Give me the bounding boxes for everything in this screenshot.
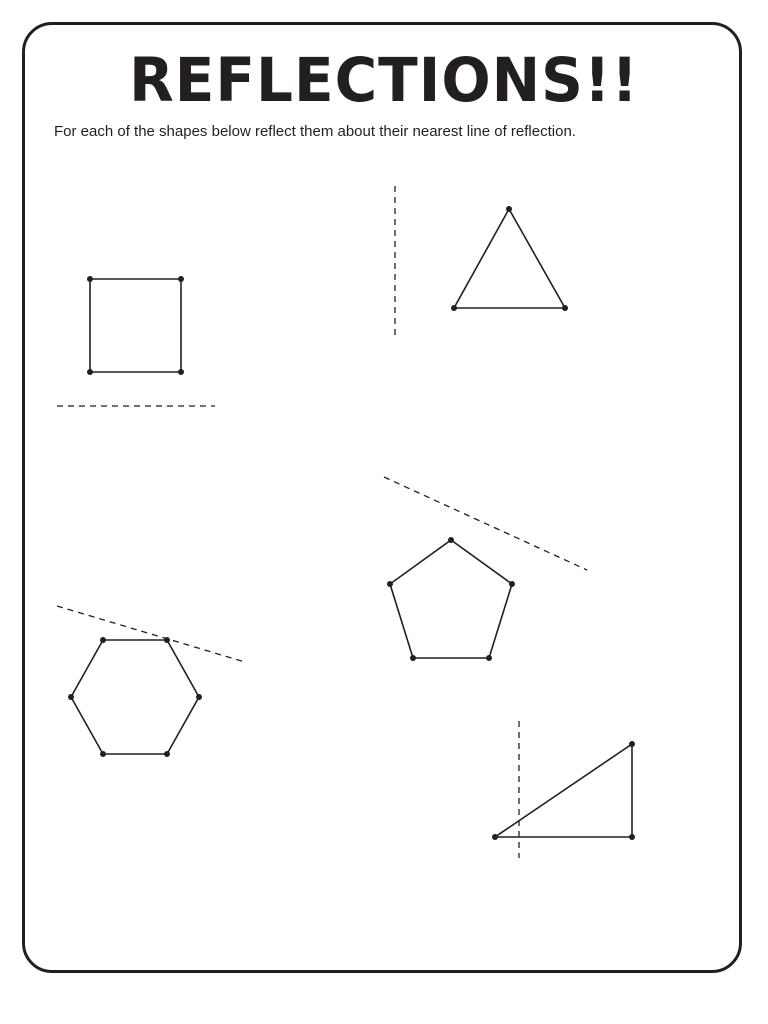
vertex-dot <box>562 305 568 311</box>
vertex-dot <box>100 751 106 757</box>
vertex-dot <box>629 834 635 840</box>
vertex-dot <box>387 581 393 587</box>
square-shape <box>90 279 181 372</box>
instructions-text: For each of the shapes below reflect them about their nearest line of reflection. <box>54 123 576 140</box>
vertex-dot <box>68 694 74 700</box>
vertex-dot <box>629 741 635 747</box>
vertex-dot <box>448 537 454 543</box>
right-triangle-shape <box>495 744 632 837</box>
pentagon-reflection-line <box>384 477 587 570</box>
vertex-dot <box>509 581 515 587</box>
vertex-dot <box>100 637 106 643</box>
vertex-dot <box>87 276 93 282</box>
vertex-dot <box>178 276 184 282</box>
vertex-dot <box>486 655 492 661</box>
worksheet-title: REFLECTIONS!! <box>129 44 639 116</box>
hexagon-shape <box>71 640 199 754</box>
vertex-dot <box>451 305 457 311</box>
vertex-dot <box>178 369 184 375</box>
vertex-dot <box>492 834 498 840</box>
vertex-dot <box>506 206 512 212</box>
vertex-dot <box>196 694 202 700</box>
hexagon-reflection-line <box>57 606 245 662</box>
vertex-dot <box>164 751 170 757</box>
vertex-dot <box>164 637 170 643</box>
vertex-dot <box>87 369 93 375</box>
vertex-dot <box>410 655 416 661</box>
triangle-shape <box>454 209 565 308</box>
pentagon-shape <box>390 540 512 658</box>
